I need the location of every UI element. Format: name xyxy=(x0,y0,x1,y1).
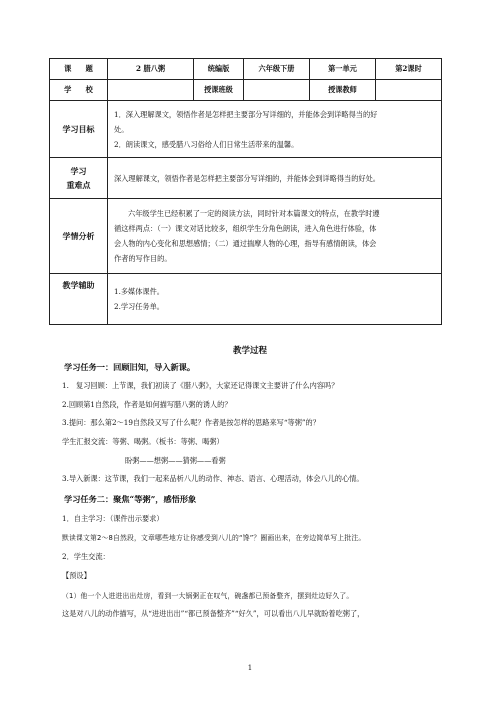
body-line: 1．自主学习：（课件出示要求） xyxy=(62,514,164,523)
course-label: 课 题 xyxy=(50,59,108,80)
process-title: 教学过程 xyxy=(232,346,267,356)
objectives-line: 2．朗读课文，感受腊八习俗给人们日常生活带来的温馨。 xyxy=(114,139,299,149)
course-value: 2 腊八粥 xyxy=(108,59,194,80)
objectives-line: 处。 xyxy=(114,124,129,134)
analysis-line: 会人物的内心变化和思想感情；（二）通过揣摩人物的心理，指导有感情朗读，体会 xyxy=(114,239,377,248)
body-line: 这是对八儿的动作描写，从“进进出出”“都已预备整齐”“好久”，可以看出八儿早就盼着吃粥了， xyxy=(62,609,365,618)
teacher-value xyxy=(376,80,442,101)
edition-cell: 统编版 xyxy=(194,59,244,80)
task1-heading: 学习任务一：回顾旧知，导入新课。 xyxy=(64,362,196,372)
keypoints-label-a: 学习 xyxy=(70,166,87,176)
analysis-content xyxy=(108,199,442,274)
table-row xyxy=(50,59,442,80)
body-line: 默读课文第2～8自然段，文章哪些地方让你感受到八儿的“馋”？圈画出来，在旁边简单写上批注。 xyxy=(62,534,366,542)
analysis-line: 循这样两点：（一）课文对话比较多，组织学生分角色朗读，进入角色进行体验，体 xyxy=(114,224,377,233)
keypoints-label xyxy=(50,158,108,199)
body-line: （1）他一个人进进出出灶房，看到一大锅粥正在叹气，碗盏都已预备整齐，摆到灶边好久了。 xyxy=(62,592,354,600)
aids-item: 2.学习任务单。 xyxy=(114,302,164,311)
lesson-info-table xyxy=(49,58,442,325)
analysis-label: 学情分析 xyxy=(50,199,108,274)
class-label: 授课班级 xyxy=(194,80,244,101)
aids-label: 教学辅助 xyxy=(50,274,108,325)
table-row xyxy=(50,199,442,274)
task2-heading: 学习任务二：聚焦“等粥”，感悟形象 xyxy=(64,494,197,504)
objectives-content xyxy=(108,101,442,158)
objectives-label: 学习目标 xyxy=(50,101,108,158)
lesson-cell: 第2课时 xyxy=(376,59,442,80)
analysis-line: 作者的写作目的。 xyxy=(114,254,172,263)
class-value xyxy=(244,80,310,101)
school-value xyxy=(108,80,194,101)
body-line: 3.提问：那么第2～19自然段又写了什么呢？作者是按怎样的思路来写“等粥”的？ xyxy=(62,418,320,427)
page-number: 1 xyxy=(247,664,253,672)
keypoints-label-b: 重难点 xyxy=(66,180,91,190)
keypoints-content: 深入理解课文，领悟作者是怎样把主要部分写详细的，并能体会到详略得当的好处。 xyxy=(108,158,442,199)
grade-cell: 六年级下册 xyxy=(244,59,310,80)
unit-cell: 第一单元 xyxy=(310,59,376,80)
body-line: 2.回顾第1自然段，作者是如何描写腊八粥的诱人的？ xyxy=(62,400,232,409)
table-row xyxy=(50,274,442,325)
analysis-line: 六年级学生已经积累了一定的阅读方法，同时针对本篇课文的特点，在教学时遵 xyxy=(128,209,380,218)
table-row xyxy=(50,158,442,199)
table-row xyxy=(50,80,442,101)
table-row xyxy=(50,101,442,158)
aids-item: 1.多媒体课件。 xyxy=(114,287,164,296)
body-line: 2．学生交流： xyxy=(62,552,110,561)
body-line: 3.导入新课：这节课，我们一起来品析八儿的动作、神态、语言、心理活动，体会八儿的心情。 xyxy=(62,474,364,483)
flow-line: 盼粥——想粥——猜粥——看粥 xyxy=(125,456,226,465)
aids-content xyxy=(108,274,442,325)
body-line: 1. 复习回顾：上节课，我们初读了《腊八粥》，大家还记得课文主要讲了什么内容吗？ xyxy=(62,381,339,390)
objectives-line: 1．深入理解课文，领悟作者是怎样把主要部分写详细的，并能体会到详略得当的好 xyxy=(114,109,378,119)
preset-label: 【预设】 xyxy=(62,571,91,580)
teacher-label: 授课教师 xyxy=(310,80,376,101)
school-label: 学 校 xyxy=(50,80,108,101)
body-line: 学生汇报交流：等粥、喝粥。（板书：等粥、喝粥） xyxy=(62,437,224,446)
